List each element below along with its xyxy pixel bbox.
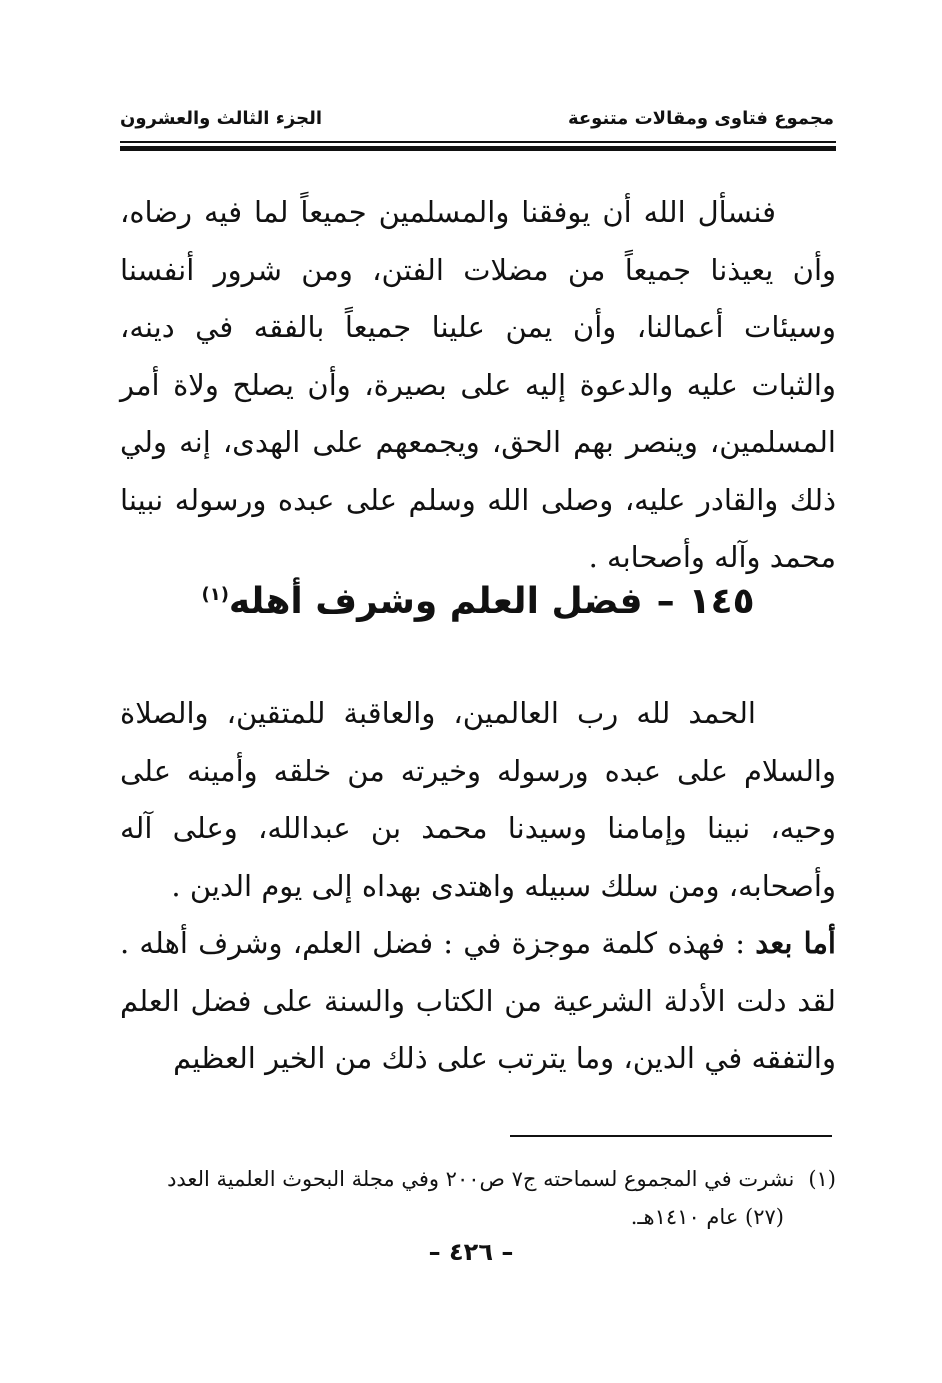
closing-paragraph: فنسأل الله أن يوفقنا والمسلمين جميعاً لما فيه رضاه، وأن يعيذنا جميعاً من مضلات الفتن، ومن شرور أنفسنا وسيئات أعمالنا، وأن يمن علينا جميعاً بالفقه في دينه، والثبات عليه والدعوة إليه على بصيرة، وأن يصلح ولاة أمر المسلمين، وينصر بهم الحق، ويجمعهم على الهدى، إنه ولي ذلك والقادر عليه، وصلى الله وسلم على عبده ورسوله نبينا محمد وآله وأصحابه . bbox=[120, 195, 836, 574]
footnote-marker: (١) bbox=[808, 1167, 836, 1191]
section-dash: – bbox=[656, 581, 675, 622]
header-book-title: مجموع فتاوى ومقالات متنوعة bbox=[567, 108, 834, 129]
opening-praise-paragraph: الحمد لله رب العالمين، والعاقبة للمتقين، والصلاة والسلام على عبده ورسوله وخيرته من خلقه وأمينه على وحيه، نبينا وإمامنا وسيدنا محمد بن عبدالله، وعلى آله وأصحابه، ومن سلك سبيله واهتدى بهداه إلى يوم الدين . bbox=[120, 696, 836, 903]
intro-paragraph bbox=[120, 915, 836, 1088]
footnote-line-1: نشرت في المجموع لسماحته ج٧ ص٢٠٠ وفي مجلة البحوث العلمية العدد bbox=[167, 1167, 795, 1191]
footnote-reference: (١) bbox=[201, 584, 229, 605]
header-rule-thin bbox=[120, 141, 836, 143]
footnote-separator bbox=[510, 1135, 832, 1137]
footnote-line-2: (٢٧) عام ١٤١٠هـ. bbox=[630, 1205, 784, 1229]
running-header bbox=[120, 108, 834, 138]
header-rule-thick bbox=[120, 146, 836, 151]
section-number: ١٤٥ bbox=[688, 581, 755, 622]
header-volume-title: الجزء الثالث والعشرون bbox=[120, 108, 323, 129]
intro-lead: أما بعد bbox=[755, 926, 836, 960]
section-title: فضل العلم وشرف أهله bbox=[228, 581, 643, 622]
intro-text: : فهذه كلمة موجزة في : فضل العلم، وشرف أهله . لقد دلت الأدلة الشرعية من الكتاب والسنة على فضل العلم والتفقه في الدين، وما يترتب على ذلك من الخير العظيم bbox=[120, 926, 836, 1075]
section-heading bbox=[120, 565, 836, 632]
page-number: – ٤٢٦ – bbox=[428, 1238, 514, 1266]
footnote bbox=[110, 1160, 836, 1236]
